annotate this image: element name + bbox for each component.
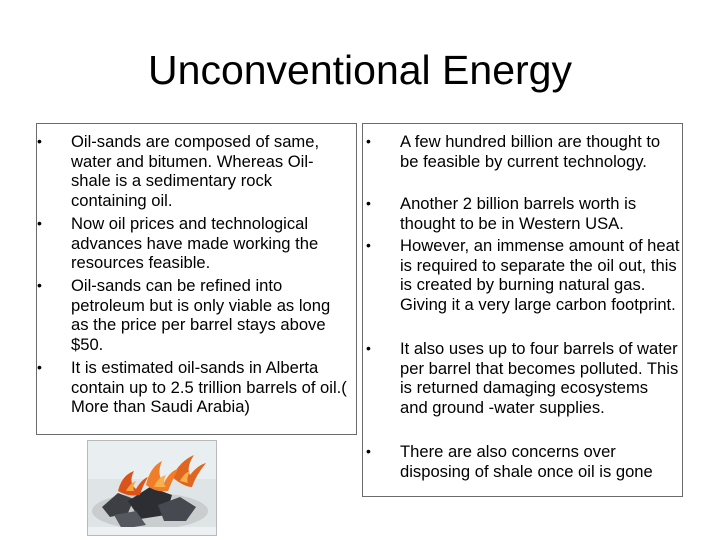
list-item (37, 276, 349, 354)
burning-oil-shale-icon (88, 441, 217, 536)
list-item (366, 339, 680, 417)
photo-caption-strip (88, 527, 216, 535)
bullet-dot: • (37, 133, 42, 149)
bullet-dot: • (366, 195, 371, 211)
right-bullet-box (362, 123, 683, 497)
bullet-text: Another 2 billion barrels worth is thought to be in Western USA. (400, 194, 637, 233)
bullet-dot: • (366, 443, 371, 459)
bullet-text: Oil-sands are composed of same, water and bitumen. Whereas Oil-shale is a sedimentary rock containing oil. (71, 132, 320, 210)
list-item (366, 236, 680, 314)
list-item (366, 194, 680, 233)
list-item (37, 358, 349, 417)
list-item (37, 132, 349, 210)
list-item (366, 132, 680, 171)
slide-title: Unconventional Energy (148, 47, 572, 93)
left-bullet-box (36, 123, 357, 435)
bullet-dot: • (366, 133, 371, 149)
bullet-dot: • (37, 359, 42, 375)
bullet-text: However, an immense amount of heat is required to separate the oil out, this is created by burning natural gas. Giving it a very large carbon footprint. (400, 236, 680, 314)
list-item (37, 214, 349, 273)
bullet-text: Oil-sands can be refined into petroleum but is only viable as long as the price per barrel stays above $50. (71, 276, 331, 354)
bullet-text: It also uses up to four barrels of water per barrel that becomes polluted. This is returned damaging ecosystems and ground -water supplies. (400, 339, 679, 417)
bullet-dot: • (37, 277, 42, 293)
list-item (366, 442, 680, 481)
bullet-text: It is estimated oil-sands in Alberta contain up to 2.5 trillion barrels of oil.( More than Saudi Arabia) (71, 358, 347, 417)
bullet-dot: • (366, 237, 371, 253)
bullet-text: Now oil prices and technological advances have made working the resources feasible. (71, 214, 319, 273)
bullet-text: There are also concerns over disposing of shale once oil is gone (400, 442, 653, 481)
bullet-dot: • (37, 215, 42, 231)
bullet-dot: • (366, 340, 371, 356)
burning-oil-shale-photo (87, 440, 217, 536)
bullet-text: A few hundred billion are thought to be feasible by current technology. (400, 132, 661, 171)
